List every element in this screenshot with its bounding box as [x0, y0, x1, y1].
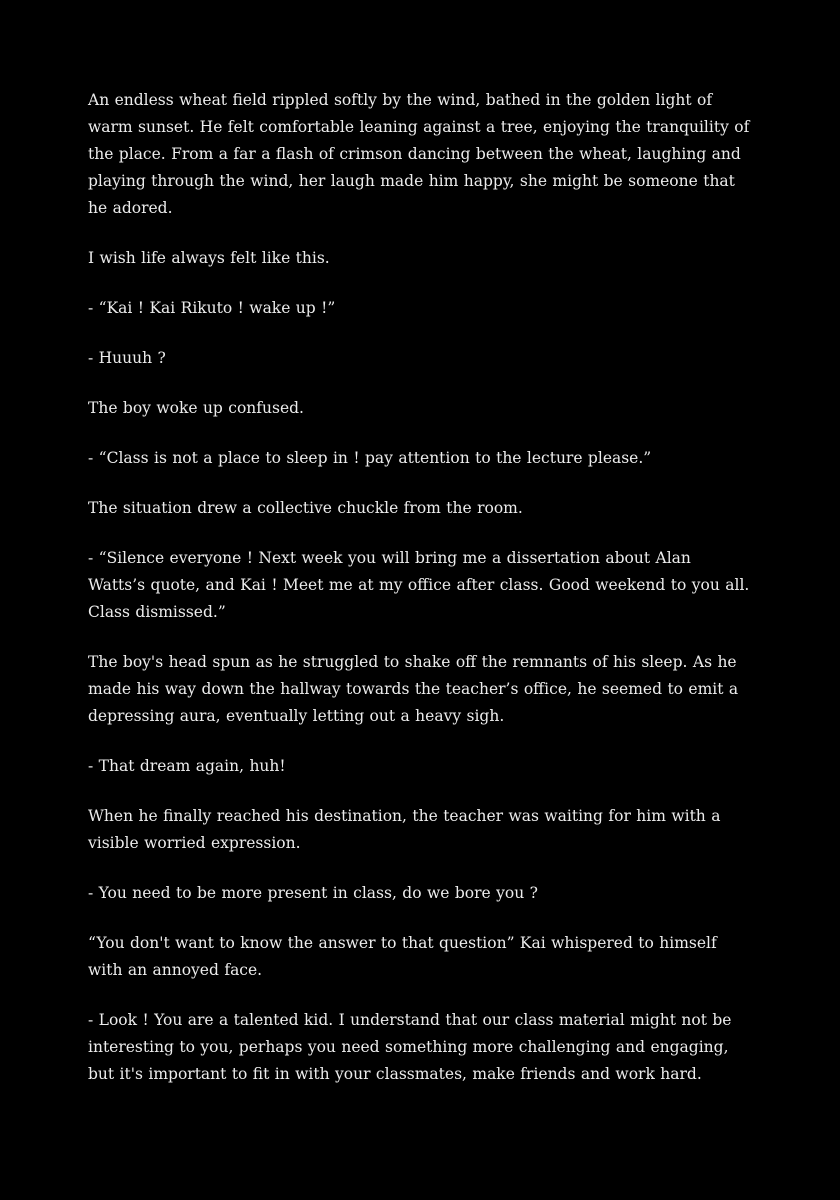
- paragraph-dream-again: - That dream again, huh!: [88, 757, 286, 775]
- paragraph-more-present: - You need to be more present in class, do we bore you ?: [88, 884, 538, 902]
- paragraph-wheat-field: An endless wheat field rippled softly by the wind, bathed in the golden light of warm sunset. He felt comfortable leaning against a tree, enjoying the tranquility of the place. From a far a flash of crimson dancing between the wheat, laughing and playing through the wind, her laugh made him happy, she might be someone that he adored.: [88, 91, 750, 217]
- paragraph-reached-destination: When he finally reached his destination, the teacher was waiting for him with a visible worried expression.: [88, 807, 721, 852]
- paragraph-collective-chuckle: The situation drew a collective chuckle from the room.: [88, 499, 523, 517]
- paragraph-huuuh: - Huuuh ?: [88, 349, 166, 367]
- paragraph-wish: I wish life always felt like this.: [88, 249, 330, 267]
- paragraph-head-spun: The boy's head spun as he struggled to shake off the remnants of his sleep. As he made his way down the hallway towards the teacher’s office, he seemed to emit a depressing aura, eventually letting out a heavy sigh.: [88, 653, 739, 725]
- paragraph-class-not-sleep: - “Class is not a place to sleep in ! pay attention to the lecture please.”: [88, 449, 652, 467]
- paragraph-woke-up-confused: The boy woke up confused.: [88, 399, 304, 417]
- paragraph-wake-up-call: - “Kai ! Kai Rikuto ! wake up !”: [88, 299, 336, 317]
- paragraph-talented-kid: - Look ! You are a talented kid. I understand that our class material might not be interesting to you, perhaps you need something more challenging and engaging, but it's important to fit in with your classmates, make friends and work hard.: [88, 1011, 732, 1083]
- paragraph-silence-everyone: - “Silence everyone ! Next week you will bring me a dissertation about Alan Watts’s quote, and Kai ! Meet me at my office after class. Good weekend to you all. Class dismissed.”: [88, 549, 750, 621]
- paragraph-kai-whispered: “You don't want to know the answer to that question” Kai whispered to himself with an annoyed face.: [88, 934, 717, 979]
